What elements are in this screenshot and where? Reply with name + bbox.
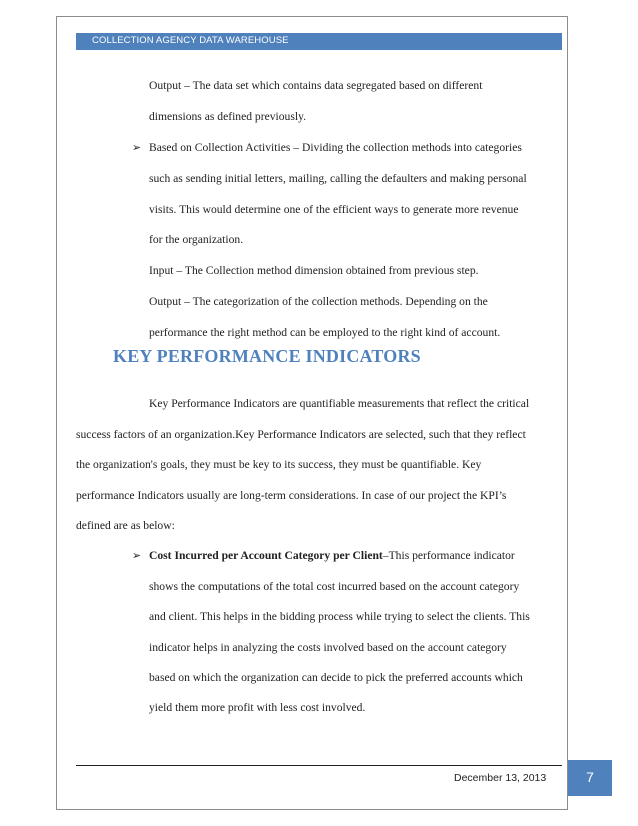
header-title: COLLECTION AGENCY DATA WAREHOUSE (92, 35, 289, 46)
kpi-item-line-1-rest: –This performance indicator (382, 549, 515, 562)
kpi-item-line-2: shows the computations of the total cost incurred based on the account category (149, 580, 520, 593)
footer-date: December 13, 2013 (454, 772, 547, 784)
kpi-item-line-3: and client. This helps in the bidding process while trying to select the clients. This (149, 610, 530, 623)
bullet-arrow-icon: ➢ (132, 142, 142, 154)
output-line-2: dimensions as defined previously. (149, 110, 307, 123)
page-number: 7 (586, 769, 594, 785)
output-line-1: Output – The data set which contains data segregated based on different (149, 79, 483, 92)
kpi-paragraph-line-4: performance Indicators usually are long-term considerations. In case of our project the KPI’s (76, 489, 507, 502)
kpi-heading: KEY PERFORMANCE INDICATORS (113, 346, 421, 366)
bullet-arrow-icon: ➢ (132, 550, 142, 562)
kpi-item-line-4: indicator helps in analyzing the costs involved based on the account category (149, 641, 507, 654)
input-line: Input – The Collection method dimension obtained from previous step. (149, 264, 479, 277)
bullet-collection-line-4: for the organization. (149, 233, 244, 246)
footer-divider (76, 765, 562, 766)
kpi-paragraph-line-1: Key Performance Indicators are quantifiable measurements that reflect the critical (149, 397, 530, 410)
kpi-paragraph-line-2: success factors of an organization.Key Performance Indicators are selected, such that they reflect (76, 428, 526, 441)
kpi-item-line-1 (149, 549, 515, 563)
kpi-paragraph-line-3: the organization's goals, they must be key to its success, they must be quantifiable. Key (76, 458, 482, 471)
output-2-line-1: Output – The categorization of the collection methods. Depending on the (149, 295, 488, 308)
page-number-badge (568, 760, 612, 796)
bullet-collection-line-1: Based on Collection Activities – Dividing the collection methods into categories (149, 141, 522, 154)
kpi-item-title: Cost Incurred per Account Category per Client (149, 549, 383, 562)
page-border (56, 16, 568, 810)
bullet-collection-line-2: such as sending initial letters, mailing, calling the defaulters and making personal (149, 172, 527, 185)
bullet-collection-line-3: visits. This would determine one of the efficient ways to generate more revenue (149, 203, 519, 216)
kpi-item-line-6: yield them more profit with less cost involved. (149, 701, 366, 714)
kpi-item-line-5: based on which the organization can decide to pick the preferred accounts which (149, 671, 523, 684)
output-2-line-2: performance the right method can be employed to the right kind of account. (149, 326, 501, 339)
kpi-paragraph-line-5: defined are as below: (76, 519, 175, 532)
